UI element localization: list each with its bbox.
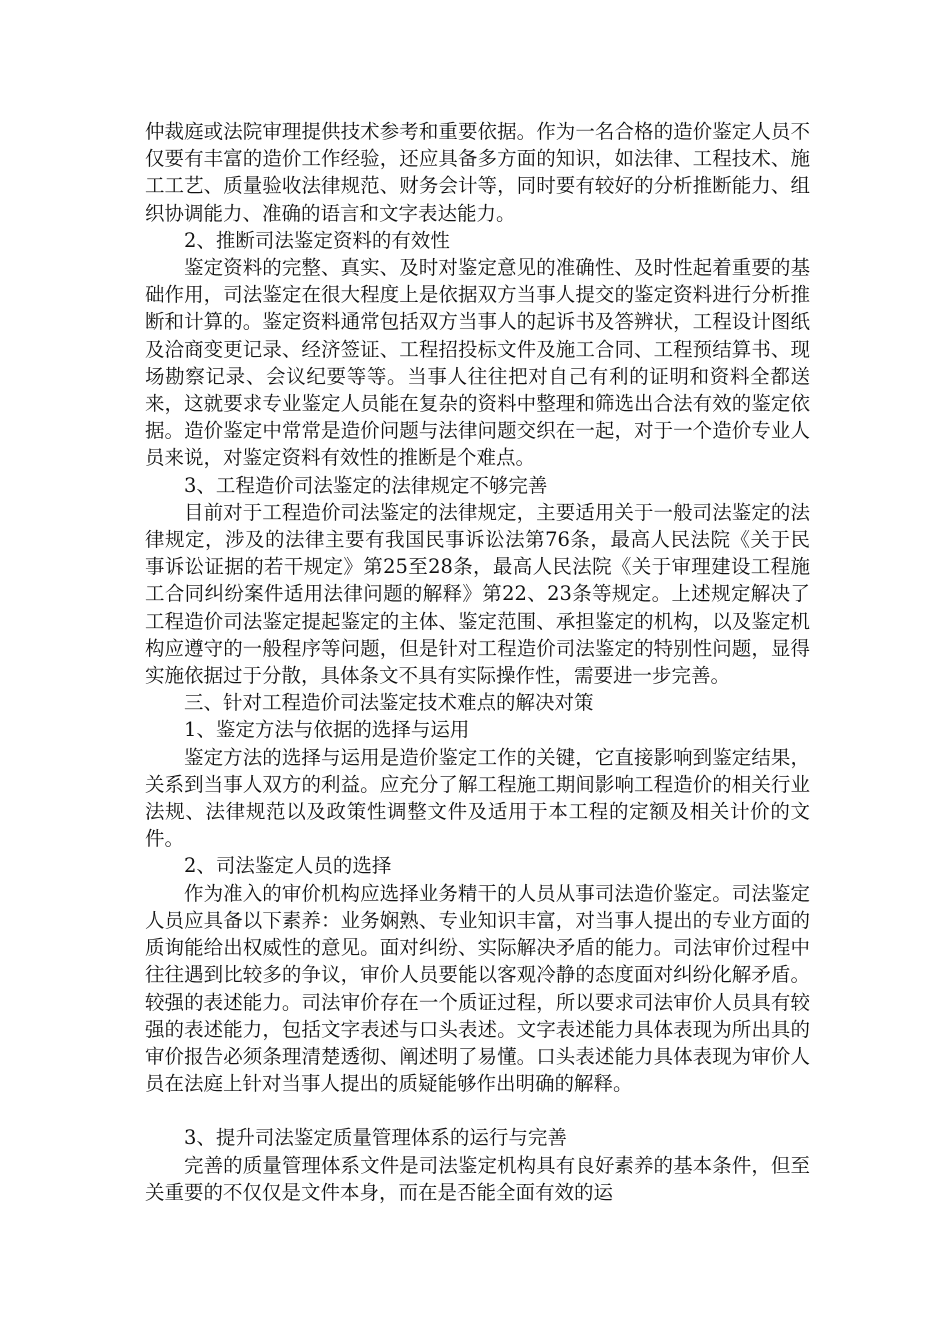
paragraph: 作为准入的审价机构应选择业务精干的人员从事司法造价鉴定。司法鉴定人员应具备以下素养：业务娴熟、专业知识丰富，对当事人提出的专业方面的质询能给出权威性的意见。面对纠纷、实际解决矛盾的能力。司法审价过程中往往遇到比较多的争议，审价人员要能以客观冷静的态度面对纠纷化解矛盾。较强的表述能力。司法审价存在一个质证过程，所以要求司法审价人员具有较强的表述能力，包括文字表述与口头表述。文字表述能力具体表现为所出具的审价报告必须条理清楚透彻、阐述明了易懂。口头表述能力具体表现为审价人员在法庭上针对当事人提出的质疑能够作出明确的解释。 — [145, 881, 810, 1096]
paragraph: 完善的质量管理体系文件是司法鉴定机构具有良好素养的基本条件，但至关重要的不仅仅是文件本身，而在是否能全面有效的运 — [145, 1153, 810, 1204]
chapter-heading-3: 三、针对工程造价司法鉴定技术难点的解决对策 — [184, 691, 594, 715]
paragraph: 目前对于工程造价司法鉴定的法律规定，主要适用关于一般司法鉴定的法律规定，涉及的法律主要有我国民事诉讼法第76条，最高人民法院《关于民事诉讼证据的若干规定》第25至28条，最高人民法院《关于审理建设工程施工合同纠纷案件适用法律问题的解释》第22、23条等规定。上述规定解决了工程造价司法鉴定提起鉴定的主体、鉴定范围、承担鉴定的机构，以及鉴定机构应遵守的一般程序等问题，但是针对工程造价司法鉴定的特别性问题，显得实施依据过于分散，具体条文不具有实际操作性，需要进一步完善。 — [145, 500, 810, 688]
section-heading-3: 3、提升司法鉴定质量管理体系的运行与完善 — [184, 1126, 567, 1150]
section-heading-2: 2、司法鉴定人员的选择 — [184, 854, 392, 878]
document-body — [145, 118, 810, 1206]
section-heading-2: 2、推断司法鉴定资料的有效性 — [184, 228, 450, 252]
paragraph: 鉴定方法的选择与运用是造价鉴定工作的关键，它直接影响到鉴定结果，关系到当事人双方的利益。应充分了解工程施工期间影响工程造价的相关行业法规、法律规范以及政策性调整文件及适用于本工程的定额及相关计价的文件。 — [145, 745, 810, 851]
section-heading-3: 3、工程造价司法鉴定的法律规定不够完善 — [184, 473, 548, 497]
section-heading-1: 1、鉴定方法与依据的选择与运用 — [184, 718, 470, 742]
paragraph-continuation: 仲裁庭或法院审理提供技术参考和重要依据。作为一名合格的造价鉴定人员不仅要有丰富的造价工作经验，还应具备多方面的知识，如法律、工程技术、施工工艺、质量验收法律规范、财务会计等，同时要有较好的分析推断能力、组织协调能力、准确的语言和文字表达能力。 — [145, 120, 810, 225]
paragraph: 鉴定资料的完整、真实、及时对鉴定意见的准确性、及时性起着重要的基础作用，司法鉴定在很大程度上是依据双方当事人提交的鉴定资料进行分析推断和计算的。鉴定资料通常包括双方当事人的起诉书及答辨状，工程设计图纸及洽商变更记录、经济签证、工程招投标文件及施工合同、工程预结算书、现场勘察记录、会议纪要等等。当事人往往把对自己有利的证明和资料全都送来，这就要求专业鉴定人员能在复杂的资料中整理和筛选出合法有效的鉴定依据。造价鉴定中常常是造价问题与法律问题交织在一起，对于一个造价专业人员来说，对鉴定资料有效性的推断是个难点。 — [145, 256, 810, 470]
